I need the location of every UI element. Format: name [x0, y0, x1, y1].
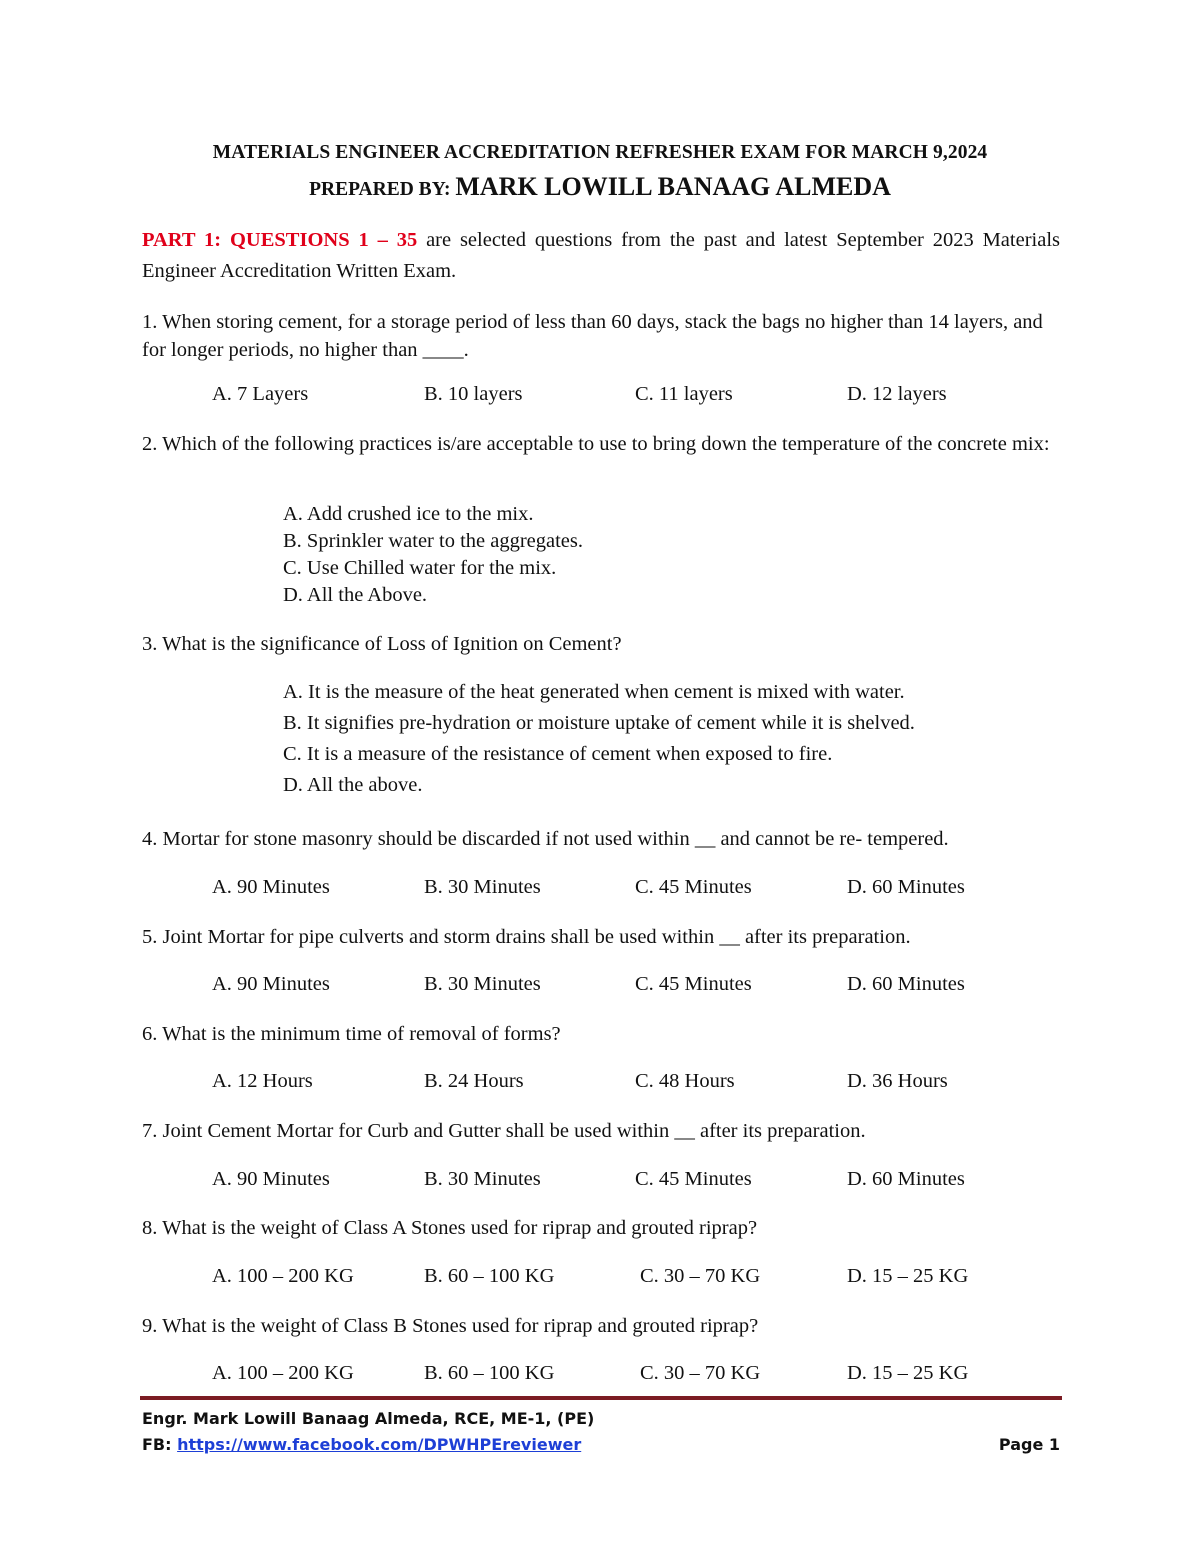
option-d: D. 36 Hours [847, 1070, 948, 1092]
footer-fb-label: FB: [142, 1435, 178, 1454]
option-a: A. 7 Layers [212, 383, 309, 405]
question-3-option-d: D. All the above. [283, 774, 423, 796]
question-5: 5. Joint Mortar for pipe culverts and storm drains shall be used within __ after its preparation. [142, 926, 911, 948]
option-c: C. 48 Hours [635, 1070, 735, 1092]
option-c: C. 30 – 70 KG [640, 1362, 761, 1384]
question-2-option-a: A. Add crushed ice to the mix. [283, 503, 534, 525]
question-8: 8. What is the weight of Class A Stones used for riprap and grouted riprap? [142, 1217, 758, 1239]
prepared-by-label: PREPARED BY: [309, 179, 456, 200]
question-3-option-b: B. It signifies pre-hydration or moisture uptake of cement while it is shelved. [283, 712, 915, 734]
option-d: D. 15 – 25 KG [847, 1362, 969, 1384]
option-d: D. 60 Minutes [847, 1168, 965, 1190]
option-b: B. 30 Minutes [424, 876, 541, 898]
question-2-option-d: D. All the Above. [283, 584, 428, 606]
option-b: B. 60 – 100 KG [424, 1265, 555, 1287]
option-a: A. 90 Minutes [212, 1168, 330, 1190]
question-4: 4. Mortar for stone masonry should be discarded if not used within __ and cannot be re- tempered. [142, 828, 949, 850]
footer-divider [140, 1396, 1062, 1400]
question-3-option-c: C. It is a measure of the resistance of cement when exposed to fire. [283, 743, 833, 765]
author-name: MARK LOWILL BANAAG ALMEDA [455, 172, 891, 201]
option-a: A. 100 – 200 KG [212, 1265, 354, 1287]
option-d: D. 60 Minutes [847, 973, 965, 995]
exam-title: MATERIALS ENGINEER ACCREDITATION REFRESHER EXAM FOR MARCH 9,2024 [212, 142, 988, 163]
footer-author: Engr. Mark Lowill Banaag Almeda, RCE, ME-1, (PE) [142, 1409, 595, 1428]
facebook-link[interactable]: https://www.facebook.com/DPWHPEreviewer [177, 1435, 582, 1454]
option-a: A. 12 Hours [212, 1070, 313, 1092]
option-a: A. 100 – 200 KG [212, 1362, 354, 1384]
part1-intro [142, 225, 1060, 287]
option-c: C. 11 layers [635, 383, 733, 405]
option-b: B. 30 Minutes [424, 1168, 541, 1190]
footer-fb [142, 1435, 581, 1454]
option-c: C. 45 Minutes [635, 876, 752, 898]
option-b: B. 60 – 100 KG [424, 1362, 555, 1384]
part1-text: are selected questions from the past and latest September 2023 Materials Engineer Accreditation Written Exam. [142, 229, 1060, 282]
option-a: A. 90 Minutes [212, 876, 330, 898]
option-b: B. 30 Minutes [424, 973, 541, 995]
option-c: C. 45 Minutes [635, 1168, 752, 1190]
page-number: Page 1 [998, 1435, 1060, 1454]
question-2: 2. Which of the following practices is/are acceptable to use to bring down the temperature of the concrete mix: [142, 433, 1050, 455]
option-b: B. 24 Hours [424, 1070, 524, 1092]
question-7: 7. Joint Cement Mortar for Curb and Gutter shall be used within __ after its preparation. [142, 1120, 866, 1142]
option-d: D. 12 layers [847, 383, 947, 405]
prepared-by [0, 172, 1200, 202]
question-3: 3. What is the significance of Loss of Ignition on Cement? [142, 633, 622, 655]
option-b: B. 10 layers [424, 383, 523, 405]
question-2-option-b: B. Sprinkler water to the aggregates. [283, 530, 584, 552]
option-c: C. 45 Minutes [635, 973, 752, 995]
question-6: 6. What is the minimum time of removal of forms? [142, 1023, 561, 1045]
option-d: D. 15 – 25 KG [847, 1265, 969, 1287]
question-1: 1. When storing cement, for a storage period of less than 60 days, stack the bags no higher than 14 layers, and for longer periods, no higher than ____. [142, 311, 1043, 361]
option-d: D. 60 Minutes [847, 876, 965, 898]
question-9: 9. What is the weight of Class B Stones used for riprap and grouted riprap? [142, 1315, 759, 1337]
question-3-option-a: A. It is the measure of the heat generated when cement is mixed with water. [283, 681, 905, 703]
option-c: C. 30 – 70 KG [640, 1265, 761, 1287]
question-2-option-c: C. Use Chilled water for the mix. [283, 557, 557, 579]
option-a: A. 90 Minutes [212, 973, 330, 995]
part1-label: PART 1: QUESTIONS 1 – 35 [142, 229, 418, 251]
